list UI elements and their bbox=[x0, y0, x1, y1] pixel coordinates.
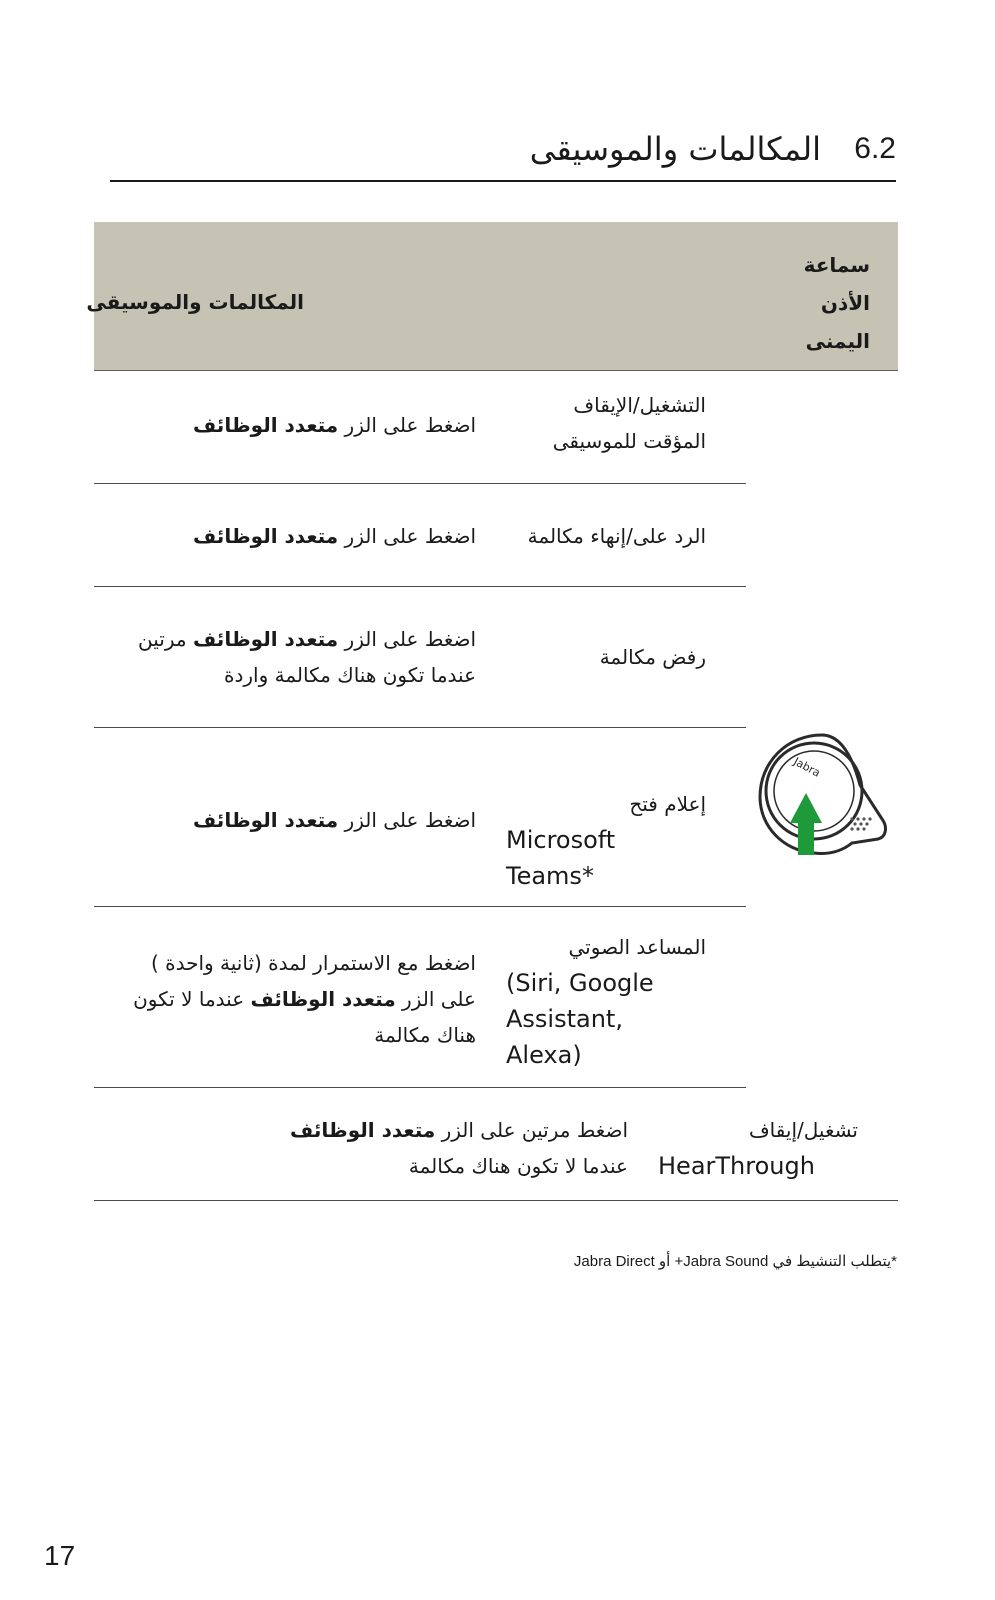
function-cell: إعلام فتح Microsoft Teams* bbox=[506, 792, 706, 890]
section-title: المكالمات والموسيقى bbox=[529, 130, 821, 168]
table-row bbox=[94, 587, 746, 728]
brand-logo: Jabra bbox=[791, 754, 823, 780]
section-number: 6.2 bbox=[854, 132, 896, 165]
function-cell: المساعد الصوتي (Siri, Google Assistant, Alexa) bbox=[506, 935, 706, 1069]
header-calls-music: المكالمات والموسيقى bbox=[86, 290, 304, 314]
page-number: 17 bbox=[44, 1540, 76, 1571]
table-row bbox=[94, 728, 746, 907]
header-device: سماعة الأذن اليمنى bbox=[803, 253, 870, 353]
table-row bbox=[94, 371, 746, 484]
table-header bbox=[86, 222, 898, 371]
table-row bbox=[94, 907, 746, 1088]
action-cell: اضغط على الزر متعدد الوظائف مرتين عندما تكون هناك مكالمة واردة bbox=[138, 627, 476, 687]
footnote: *يتطلب التنشيط في Jabra Sound+ أو Jabra Direct bbox=[573, 1253, 897, 1270]
function-cell: رفض مكالمة bbox=[599, 645, 706, 669]
function-cell: تشغيل/إيقاف HearThrough bbox=[658, 1118, 858, 1180]
action-cell: اضغط مع الاستمرار لمدة (ثانية واحدة ) على الزر متعدد الوظائف عندما لا تكون هناك مكالمة bbox=[133, 951, 476, 1047]
action-cell: اضغط مرتين على الزر متعدد الوظائف عندما لا تكون هناك مكالمة bbox=[290, 1118, 628, 1178]
action-cell: اضغط على الزر متعدد الوظائف bbox=[192, 808, 476, 832]
earbud-right-icon bbox=[752, 727, 892, 867]
action-cell: اضغط على الزر متعدد الوظائف bbox=[192, 413, 476, 437]
table-row bbox=[94, 1088, 898, 1201]
action-cell: اضغط على الزر متعدد الوظائف bbox=[192, 524, 476, 548]
function-cell: الرد على/إنهاء مكالمة bbox=[527, 524, 706, 548]
section-heading bbox=[110, 128, 896, 182]
function-cell: التشغيل/الإيقاف المؤقت للموسيقى bbox=[552, 393, 706, 453]
table-row bbox=[94, 484, 746, 587]
